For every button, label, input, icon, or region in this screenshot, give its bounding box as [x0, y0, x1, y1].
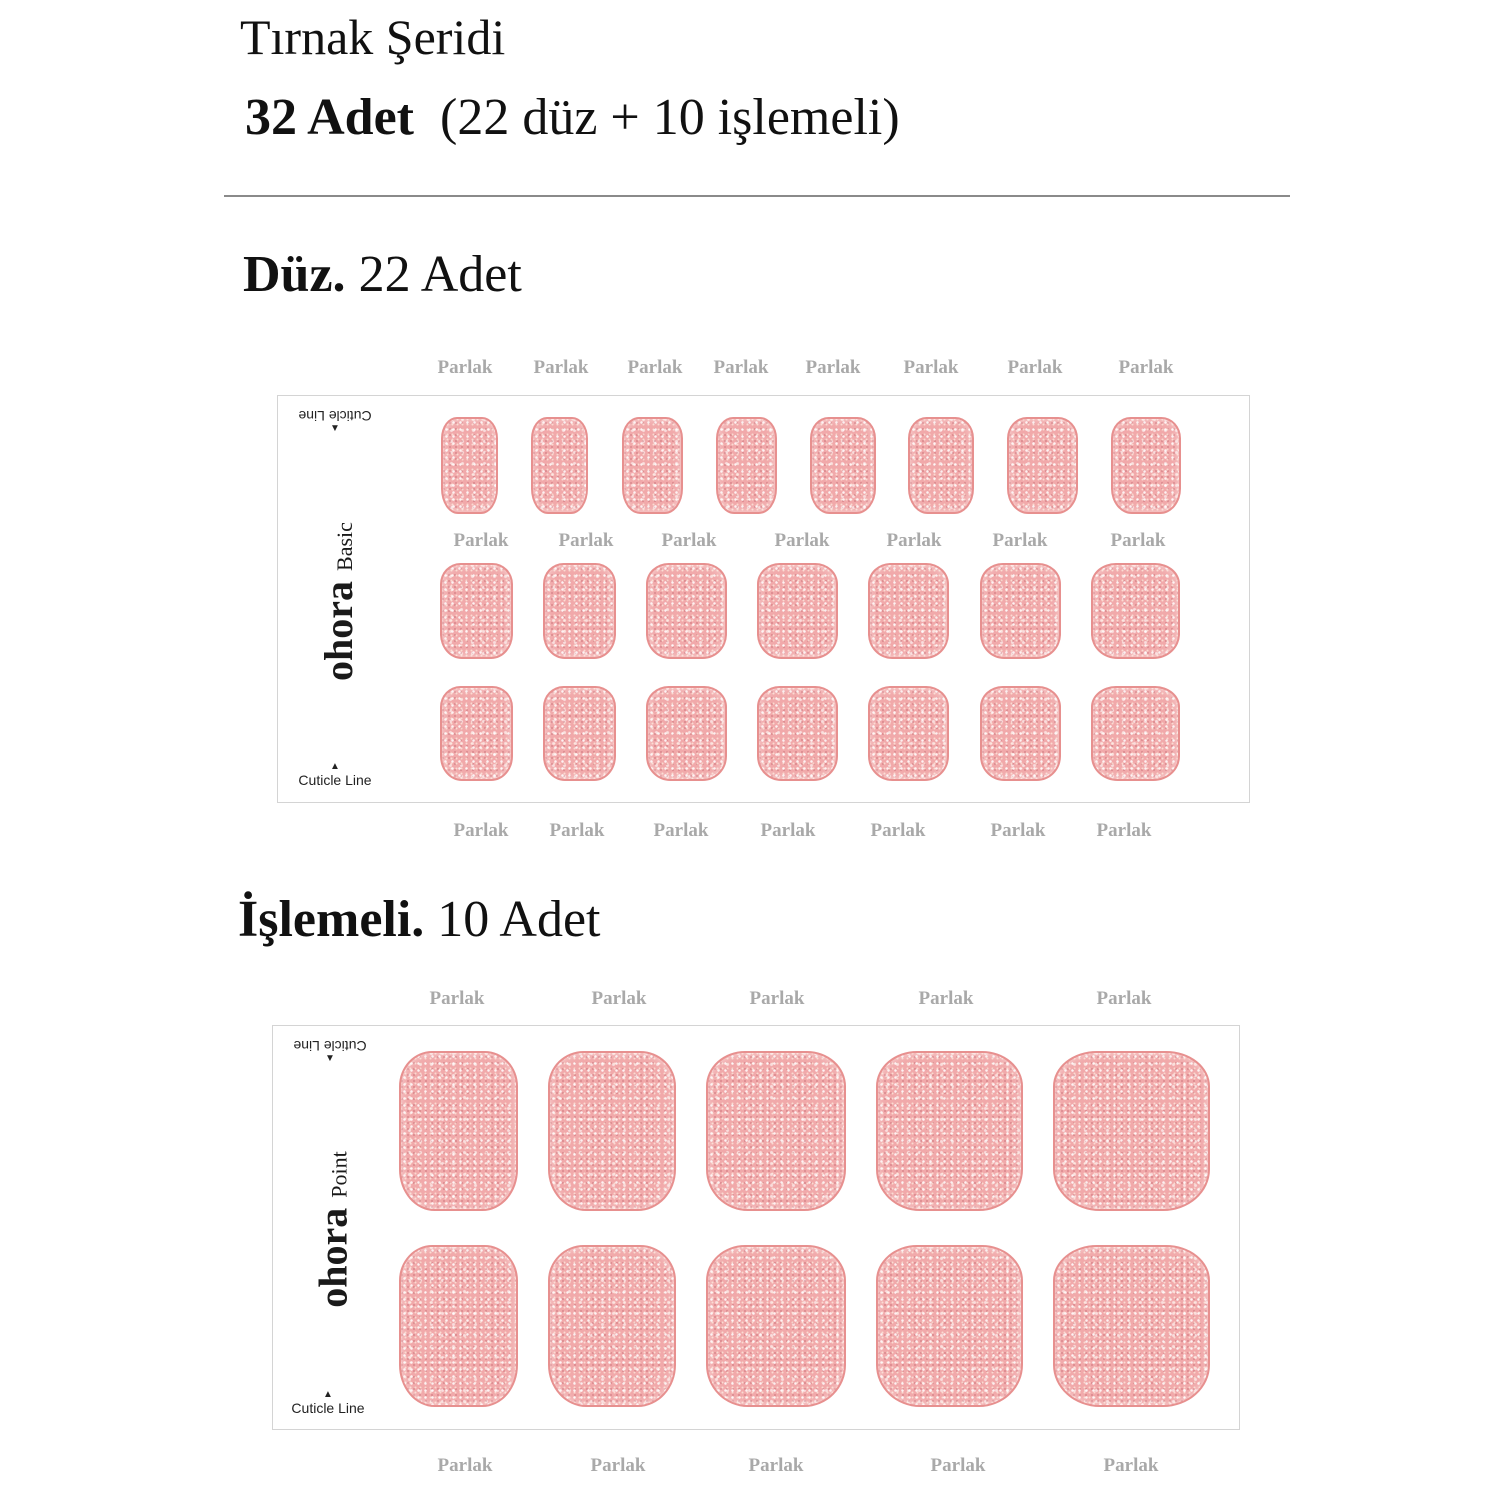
parlak-label: Parlak [533, 357, 589, 378]
basic-nail-sticker [868, 686, 949, 781]
basic-nail-sticker [980, 686, 1061, 781]
point-section-title [238, 890, 601, 949]
cuticle-arrow-icon: ▲ [323, 1389, 333, 1400]
parlak-label: Parlak [549, 820, 605, 841]
parlak-label: Parlak [903, 357, 959, 378]
basic-nail-sticker [441, 417, 498, 514]
divider [224, 195, 1290, 197]
basic-nail-sticker [440, 563, 513, 659]
parlak-label: Parlak [760, 820, 816, 841]
basic-nail-sticker [1091, 563, 1180, 659]
point-cuticle-bottom [287, 1390, 369, 1416]
parlak-label: Parlak [918, 988, 974, 1009]
cuticle-line-label: Cuticle Line [293, 1038, 367, 1054]
basic-nail-sticker [543, 686, 616, 781]
parlak-label: Parlak [748, 1455, 804, 1476]
point-nail-sticker [1053, 1245, 1210, 1407]
point-cuticle-top [289, 1038, 371, 1064]
point-nail-sticker [399, 1051, 518, 1211]
parlak-label: Parlak [453, 530, 509, 551]
basic-nail-sticker [1007, 417, 1078, 514]
cuticle-line-label: Cuticle Line [291, 1400, 365, 1416]
parlak-label: Parlak [591, 988, 647, 1009]
point-nail-sticker [876, 1051, 1023, 1211]
cuticle-arrow-icon: ▲ [330, 761, 340, 772]
basic-cuticle-bottom [294, 762, 376, 788]
basic-nail-sticker [1091, 686, 1180, 781]
point-nail-sticker [706, 1245, 846, 1407]
basic-nail-sticker [716, 417, 777, 514]
parlak-label: Parlak [1096, 988, 1152, 1009]
basic-nail-sticker [810, 417, 876, 514]
brand-subtitle: Point [326, 1150, 352, 1198]
parlak-label: Parlak [749, 988, 805, 1009]
point-section-title-bold: İşlemeli. [238, 891, 425, 948]
piece-count-total: 32 Adet [245, 89, 414, 146]
basic-nail-sticker [440, 686, 513, 781]
basic-nail-sticker [543, 563, 616, 659]
basic-section-title [243, 245, 522, 304]
point-section-title-count: 10 Adet [437, 891, 601, 948]
parlak-label: Parlak [1110, 530, 1166, 551]
cuticle-line-label: Cuticle Line [298, 772, 372, 788]
point-nail-sticker [548, 1051, 676, 1211]
parlak-label: Parlak [1007, 357, 1063, 378]
parlak-label: Parlak [627, 357, 683, 378]
basic-nail-sticker [980, 563, 1061, 659]
parlak-label: Parlak [774, 530, 830, 551]
cuticle-arrow-icon: ▼ [325, 1053, 335, 1064]
basic-nail-sticker [622, 417, 683, 514]
parlak-label: Parlak [886, 530, 942, 551]
basic-nail-sticker [757, 563, 838, 659]
parlak-label: Parlak [590, 1455, 646, 1476]
basic-section-title-bold: Düz. [243, 246, 346, 303]
parlak-label: Parlak [437, 357, 493, 378]
parlak-label: Parlak [661, 530, 717, 551]
parlak-label: Parlak [1096, 820, 1152, 841]
parlak-label: Parlak [805, 357, 861, 378]
cuticle-line-label: Cuticle Line [298, 408, 372, 424]
point-brand-block [233, 1150, 433, 1308]
parlak-label: Parlak [992, 530, 1048, 551]
basic-nail-sticker [1111, 417, 1181, 514]
basic-cuticle-top [294, 408, 376, 434]
brand-subtitle: Basic [331, 521, 357, 571]
cuticle-arrow-icon: ▼ [330, 423, 340, 434]
parlak-label: Parlak [1118, 357, 1174, 378]
parlak-label: Parlak [453, 820, 509, 841]
page-title: Tırnak Şeridi [240, 9, 506, 65]
basic-section-title-count: 22 Adet [358, 246, 522, 303]
parlak-label: Parlak [713, 357, 769, 378]
point-nail-sticker [548, 1245, 676, 1407]
point-nail-sticker [876, 1245, 1023, 1407]
basic-nail-sticker [531, 417, 588, 514]
basic-nail-sticker [646, 563, 727, 659]
brand-logo: ohora [315, 580, 361, 681]
basic-nail-sticker [868, 563, 949, 659]
basic-nail-sticker [757, 686, 838, 781]
parlak-label: Parlak [990, 820, 1046, 841]
basic-nail-sticker [908, 417, 974, 514]
parlak-label: Parlak [558, 530, 614, 551]
piece-count [245, 88, 900, 147]
point-nail-sticker [706, 1051, 846, 1211]
parlak-label: Parlak [1103, 1455, 1159, 1476]
basic-nail-sticker [646, 686, 727, 781]
point-nail-sticker [399, 1245, 518, 1407]
parlak-label: Parlak [437, 1455, 493, 1476]
parlak-label: Parlak [870, 820, 926, 841]
parlak-label: Parlak [429, 988, 485, 1009]
point-nail-sticker [1053, 1051, 1210, 1211]
parlak-label: Parlak [930, 1455, 986, 1476]
basic-brand-block [238, 521, 438, 681]
brand-logo: ohora [310, 1207, 356, 1308]
piece-count-detail: (22 düz + 10 işlemeli) [440, 89, 900, 146]
parlak-label: Parlak [653, 820, 709, 841]
